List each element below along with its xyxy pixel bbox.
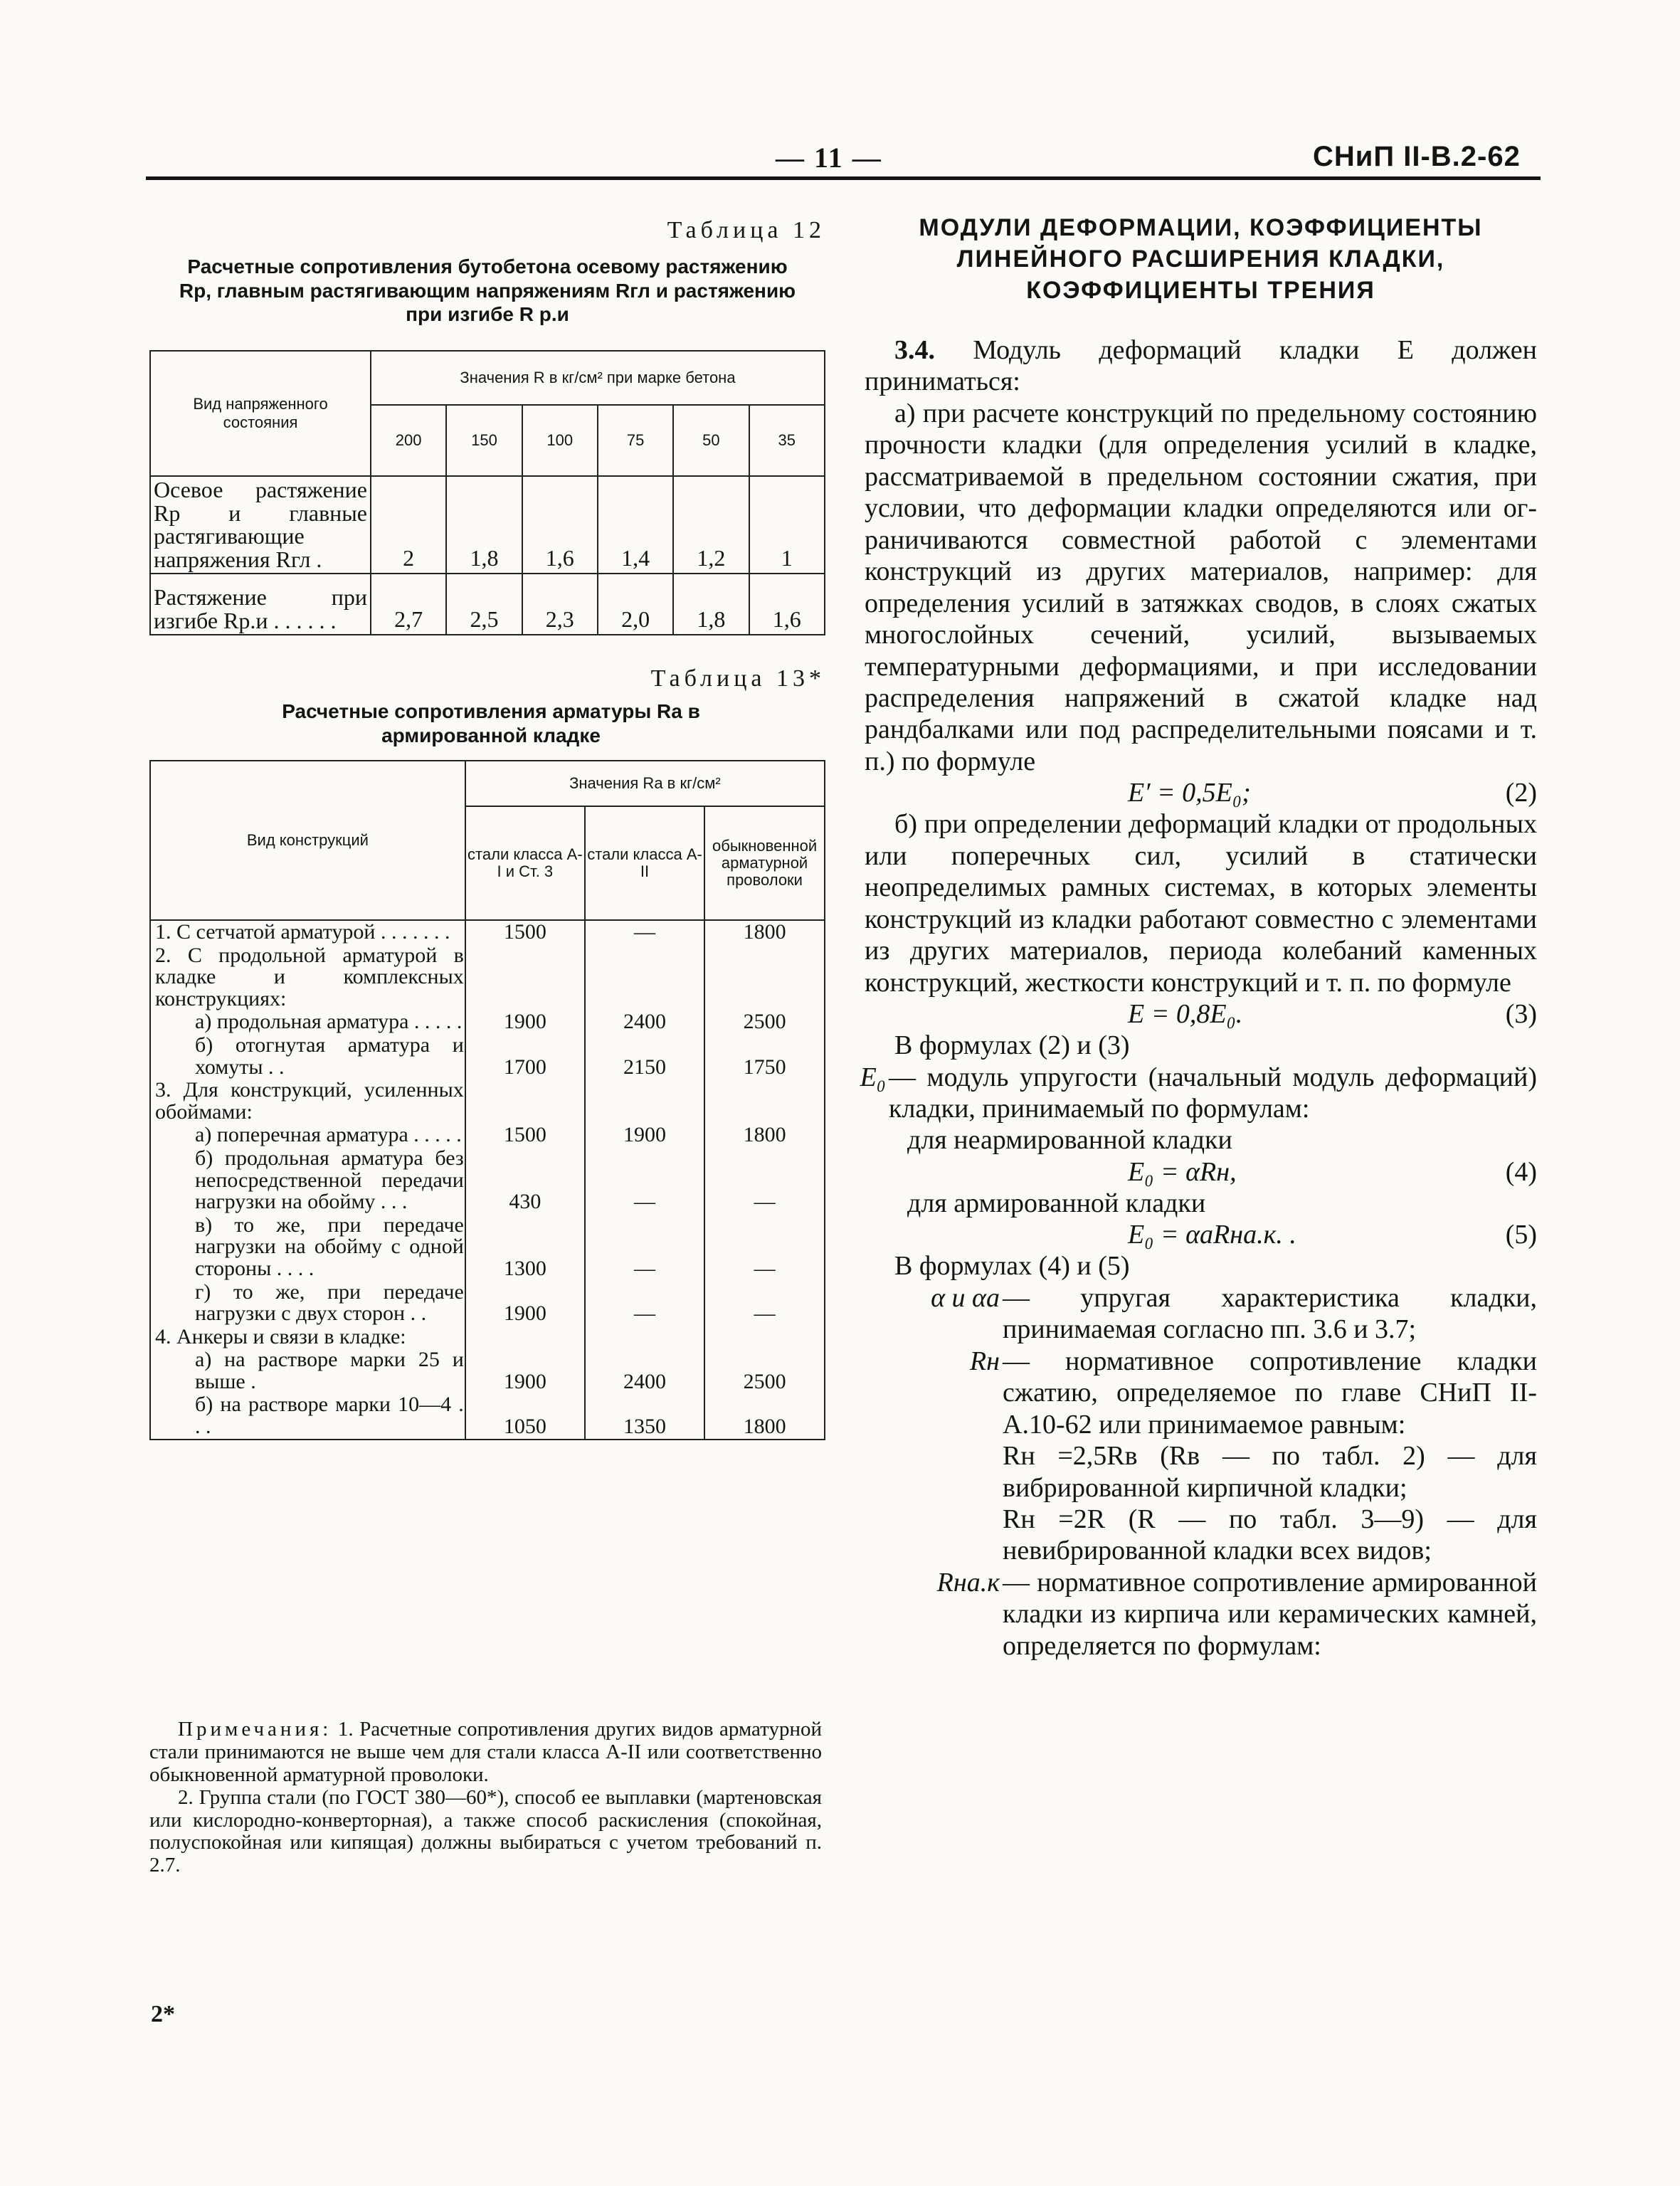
- table12-grade: 50: [673, 405, 749, 476]
- table13-cell: [585, 1326, 704, 1349]
- table13-subcol: стали класса А-II: [585, 806, 704, 920]
- definition-rn: [865, 1346, 1537, 1440]
- table13-cell: [465, 1326, 585, 1349]
- header-rule: [146, 176, 1541, 180]
- table-row: [150, 944, 825, 1011]
- table13-cell: 1800: [704, 1124, 825, 1147]
- table13-cell: —: [704, 1214, 825, 1281]
- table-row: [150, 1079, 825, 1124]
- symbol-rn: Rн: [969, 1346, 1000, 1376]
- table12-title: Расчетные сопротивления бутобетона осевому растяжению Rр, главным растягивающим напряжениям Rгл и растяжению при изгибе R р.и: [179, 255, 796, 326]
- table13-caption: Таблица 13*: [650, 665, 825, 692]
- table13-cell: 1050: [465, 1393, 585, 1439]
- paragraph-number: 3.4.: [894, 335, 935, 365]
- item-a: а) при расчете конструкций по предельному состоянию прочности кладки (для определения усилий в кладке, рассматриваемой в предельном состоянии сжатия, при условии, что деформации кладки определяются или ограничиваются совместной работой с элементами конструкций из других материалов, например: для определения усилий в затяжках сводов, в слоях сжатых многослойных сечений, усилий, вызываемых температурными деформациями, и при исследовании распределения напряжений в сжатой кладке над рандбалками или под распределительными поясами и т. п.) по формуле: [865, 398, 1537, 776]
- table12-caption: Таблица 12: [667, 217, 825, 243]
- reinforced-label: для армированной кладки: [907, 1188, 1206, 1218]
- table-row: [150, 476, 825, 574]
- formula-5: [865, 1219, 1537, 1250]
- table13-cell: —: [704, 1281, 825, 1326]
- table-row: [150, 1281, 825, 1326]
- table13-row-label: 2. С продольной арматурой в кладке и комплексных конструкциях:: [150, 944, 465, 1011]
- table-row: [150, 1034, 825, 1079]
- sheet-mark: 2*: [151, 2001, 175, 2027]
- table-row: [150, 1348, 825, 1393]
- table12-col-state: Вид напряженного состояния: [150, 351, 371, 476]
- table13-col-values: Значения Rа в кг/см²: [465, 761, 825, 806]
- section-title: МОДУЛИ ДЕФОРМАЦИИ, КОЭФФИЦИЕНТЫ ЛИНЕЙНОГО РАСШИРЕНИЯ КЛАДКИ, КОЭФФИЦИЕНТЫ ТРЕНИЯ: [919, 214, 1483, 305]
- table13-cell: 2400: [585, 1010, 704, 1034]
- table13-cell: 1900: [585, 1124, 704, 1147]
- table12-grade: 75: [598, 405, 673, 476]
- table13-cell: 2400: [585, 1348, 704, 1393]
- table13-row-label: б) отогнутая арматура и хомуты . .: [150, 1034, 465, 1079]
- table13-cell: 1900: [465, 1281, 585, 1326]
- table-row: [150, 574, 825, 635]
- table13-cell: [585, 944, 704, 1011]
- table13-notes: [149, 1718, 822, 1877]
- table-row: [150, 1124, 825, 1147]
- definition-rak-text: — нормативное сопротивление армированной кладки из кирпича или керамических камней, определяется по формулам:: [1003, 1567, 1537, 1661]
- definition-rn-case-1: Rн =2,5Rв (Rв — по табл. 2) — для вибрированной кирпичной кладки;: [1003, 1441, 1537, 1503]
- definition-e0-text: — модуль упругости (начальный модуль деформаций) кладки, принимаемый по формулам:: [889, 1062, 1537, 1124]
- table13: [149, 760, 825, 1440]
- formula-3: [865, 998, 1537, 1030]
- table12-cell: 2,5: [446, 574, 522, 635]
- table12-grade: 150: [446, 405, 522, 476]
- in-formulas-4-5: В формулах (4) и (5): [894, 1251, 1130, 1282]
- table13-col-type: Вид конструкций: [150, 761, 465, 920]
- table13-cell: —: [585, 1281, 704, 1326]
- table13-cell: [704, 944, 825, 1011]
- symbol-rak: Rна.к: [936, 1567, 1000, 1598]
- table12-cell: 2: [371, 476, 446, 574]
- table12-cell: 1: [749, 476, 825, 574]
- formula-3-number: (3): [1505, 999, 1537, 1030]
- table12-col-values: Значения R в кг/см² при марке бетона: [371, 351, 825, 405]
- table13-row-label: а) поперечная арматура . . . . .: [150, 1124, 465, 1147]
- table12-cell: 1,2: [673, 476, 749, 574]
- page-number: — 11 —: [776, 142, 882, 174]
- table12-grade: 100: [522, 405, 598, 476]
- table13-cell: 1300: [465, 1214, 585, 1281]
- table13-cell: —: [704, 1147, 825, 1214]
- table12-cell: 1,8: [446, 476, 522, 574]
- table13-cell: [465, 1079, 585, 1124]
- table13-cell: 1800: [704, 1393, 825, 1439]
- table12-grade: 200: [371, 405, 446, 476]
- document-code: СНиП II-В.2-62: [1313, 141, 1521, 172]
- in-formulas-2-3: В формулах (2) и (3): [894, 1030, 1130, 1061]
- table-row: [150, 1214, 825, 1281]
- table13-cell: 1750: [704, 1034, 825, 1079]
- table12-grade: 35: [749, 405, 825, 476]
- table13-cell: 430: [465, 1147, 585, 1214]
- table12-cell: 1,4: [598, 476, 673, 574]
- table12-cell: 1,6: [522, 476, 598, 574]
- table13-cell: 1500: [465, 1124, 585, 1147]
- table12-row-label: Осевое растяжение Rр и главные растягивающие напряжения Rгл .: [150, 476, 371, 574]
- table13-cell: 1350: [585, 1393, 704, 1439]
- table-row: [150, 1147, 825, 1214]
- table12: [149, 350, 825, 635]
- table-row: [150, 1393, 825, 1439]
- table12-row-label: Растяжение при изгибе Rр.и . . . . . .: [150, 574, 371, 635]
- table13-row-label: б) продольная арматура без непосредственной передачи нагрузки на обойму . . .: [150, 1147, 465, 1214]
- definition-alpha: [865, 1282, 1537, 1346]
- table13-row-label: г) то же, при передаче нагрузки с двух сторон . .: [150, 1281, 465, 1326]
- unreinforced-label: для неармированной кладки: [907, 1125, 1232, 1156]
- table13-cell: 2500: [704, 1348, 825, 1393]
- definition-alpha-text: — упругая характеристика кладки, принимаемая согласно пп. 3.6 и 3.7;: [1003, 1282, 1537, 1345]
- table13-cell: 2150: [585, 1034, 704, 1079]
- definition-rn-text: — нормативное сопротивление кладки сжатию, определяемое по главе СНиП II-А.10-62 или принимаемое равным:: [1003, 1346, 1537, 1440]
- definition-rak: [865, 1567, 1537, 1662]
- table13-cell: —: [585, 1147, 704, 1214]
- formula-4-number: (4): [1505, 1156, 1537, 1187]
- table13-row-label: а) продольная арматура . . . . .: [150, 1010, 465, 1034]
- notes-heading: Примечания:: [178, 1718, 332, 1741]
- table13-cell: —: [585, 1214, 704, 1281]
- table-row: [150, 1326, 825, 1349]
- table12-cell: 1,8: [673, 574, 749, 635]
- table12-cell: 2,0: [598, 574, 673, 635]
- definition-e0: [758, 1062, 1537, 1125]
- formula-4-expr: E₀ = αRн,: [1128, 1156, 1237, 1187]
- note-2: 2. Группа стали (по ГОСТ 380—60*), способ ее выплавки (мартеновская или кислородно-конверторная), а также способ раскисления (спокойная, полуспокойная или кипящая) должны выбираться с учетом требований п. 2.7.: [149, 1785, 822, 1877]
- formula-5-number: (5): [1505, 1220, 1537, 1250]
- table13-subcol: стали класса А-I и Ст. 3: [465, 806, 585, 920]
- table13-cell: 1900: [465, 1010, 585, 1034]
- table13-cell: 1700: [465, 1034, 585, 1079]
- note-1: 1. Расчетные сопротивления других видов арматурной стали принимаются не выше чем для стали класса А-II или соответственно обыкновенной арматурной проволоки.: [149, 1718, 822, 1786]
- table-row: [150, 1010, 825, 1034]
- table12-cell: 1,6: [749, 574, 825, 635]
- formula-2: [865, 777, 1537, 808]
- table12-cell: 2,3: [522, 574, 598, 635]
- table13-row-label: а) на растворе марки 25 и выше .: [150, 1348, 465, 1393]
- definition-rn-case-2: Rн =2R (R — по табл. 3—9) — для невибрированной кладки всех видов;: [1003, 1504, 1537, 1566]
- formula-2-expr: E′ = 0,5E₀;: [1128, 778, 1251, 808]
- formula-5-expr: E₀ = αаRна.к. .: [1128, 1220, 1296, 1250]
- formula-4: [865, 1156, 1537, 1188]
- table13-subcol: обыкновенной арматурной проволоки: [704, 806, 825, 920]
- table13-row-label: б) на растворе марки 10—4 . . .: [150, 1393, 465, 1439]
- formula-3-expr: E = 0,8E₀.: [1128, 999, 1243, 1030]
- table13-row-label: в) то же, при передаче нагрузки на обойму с одной стороны . . . .: [150, 1214, 465, 1281]
- paragraph-intro: Модуль деформаций кладки E должен приниматься:: [865, 335, 1538, 397]
- table13-cell: 1800: [704, 920, 825, 944]
- table13-cell: [704, 1326, 825, 1349]
- item-b: б) при определении деформаций кладки от продольных или поперечных сил, усилий в статически неопределимых рамных системах, в которых элементы конструкций из кладки работают совместно с элементами из других материалов, периода колебаний каменных конструкций, жесткости конструкций и т. п. по формуле: [865, 809, 1537, 998]
- table13-cell: 1500: [465, 920, 585, 944]
- table12-cell: 2,7: [371, 574, 446, 635]
- table13-row-label: 3. Для конструкций, усиленных обоймами:: [150, 1079, 465, 1124]
- table13-cell: 2500: [704, 1010, 825, 1034]
- table13-cell: 1900: [465, 1348, 585, 1393]
- table13-title: Расчетные сопротивления арматуры Rа в армированной кладке: [282, 700, 700, 746]
- table-row: [150, 920, 825, 944]
- formula-2-number: (2): [1505, 778, 1537, 808]
- table13-row-label: 4. Анкеры и связи в кладке:: [150, 1326, 465, 1349]
- symbol-alpha: α и αа: [931, 1282, 1000, 1313]
- symbol-e0: E₀: [860, 1062, 886, 1092]
- table13-cell: [585, 1079, 704, 1124]
- table13-cell: [465, 944, 585, 1011]
- table13-row-label: 1. С сетчатой арматурой . . . . . . .: [150, 920, 465, 944]
- section-body: [860, 334, 1538, 1662]
- table13-cell: —: [585, 920, 704, 944]
